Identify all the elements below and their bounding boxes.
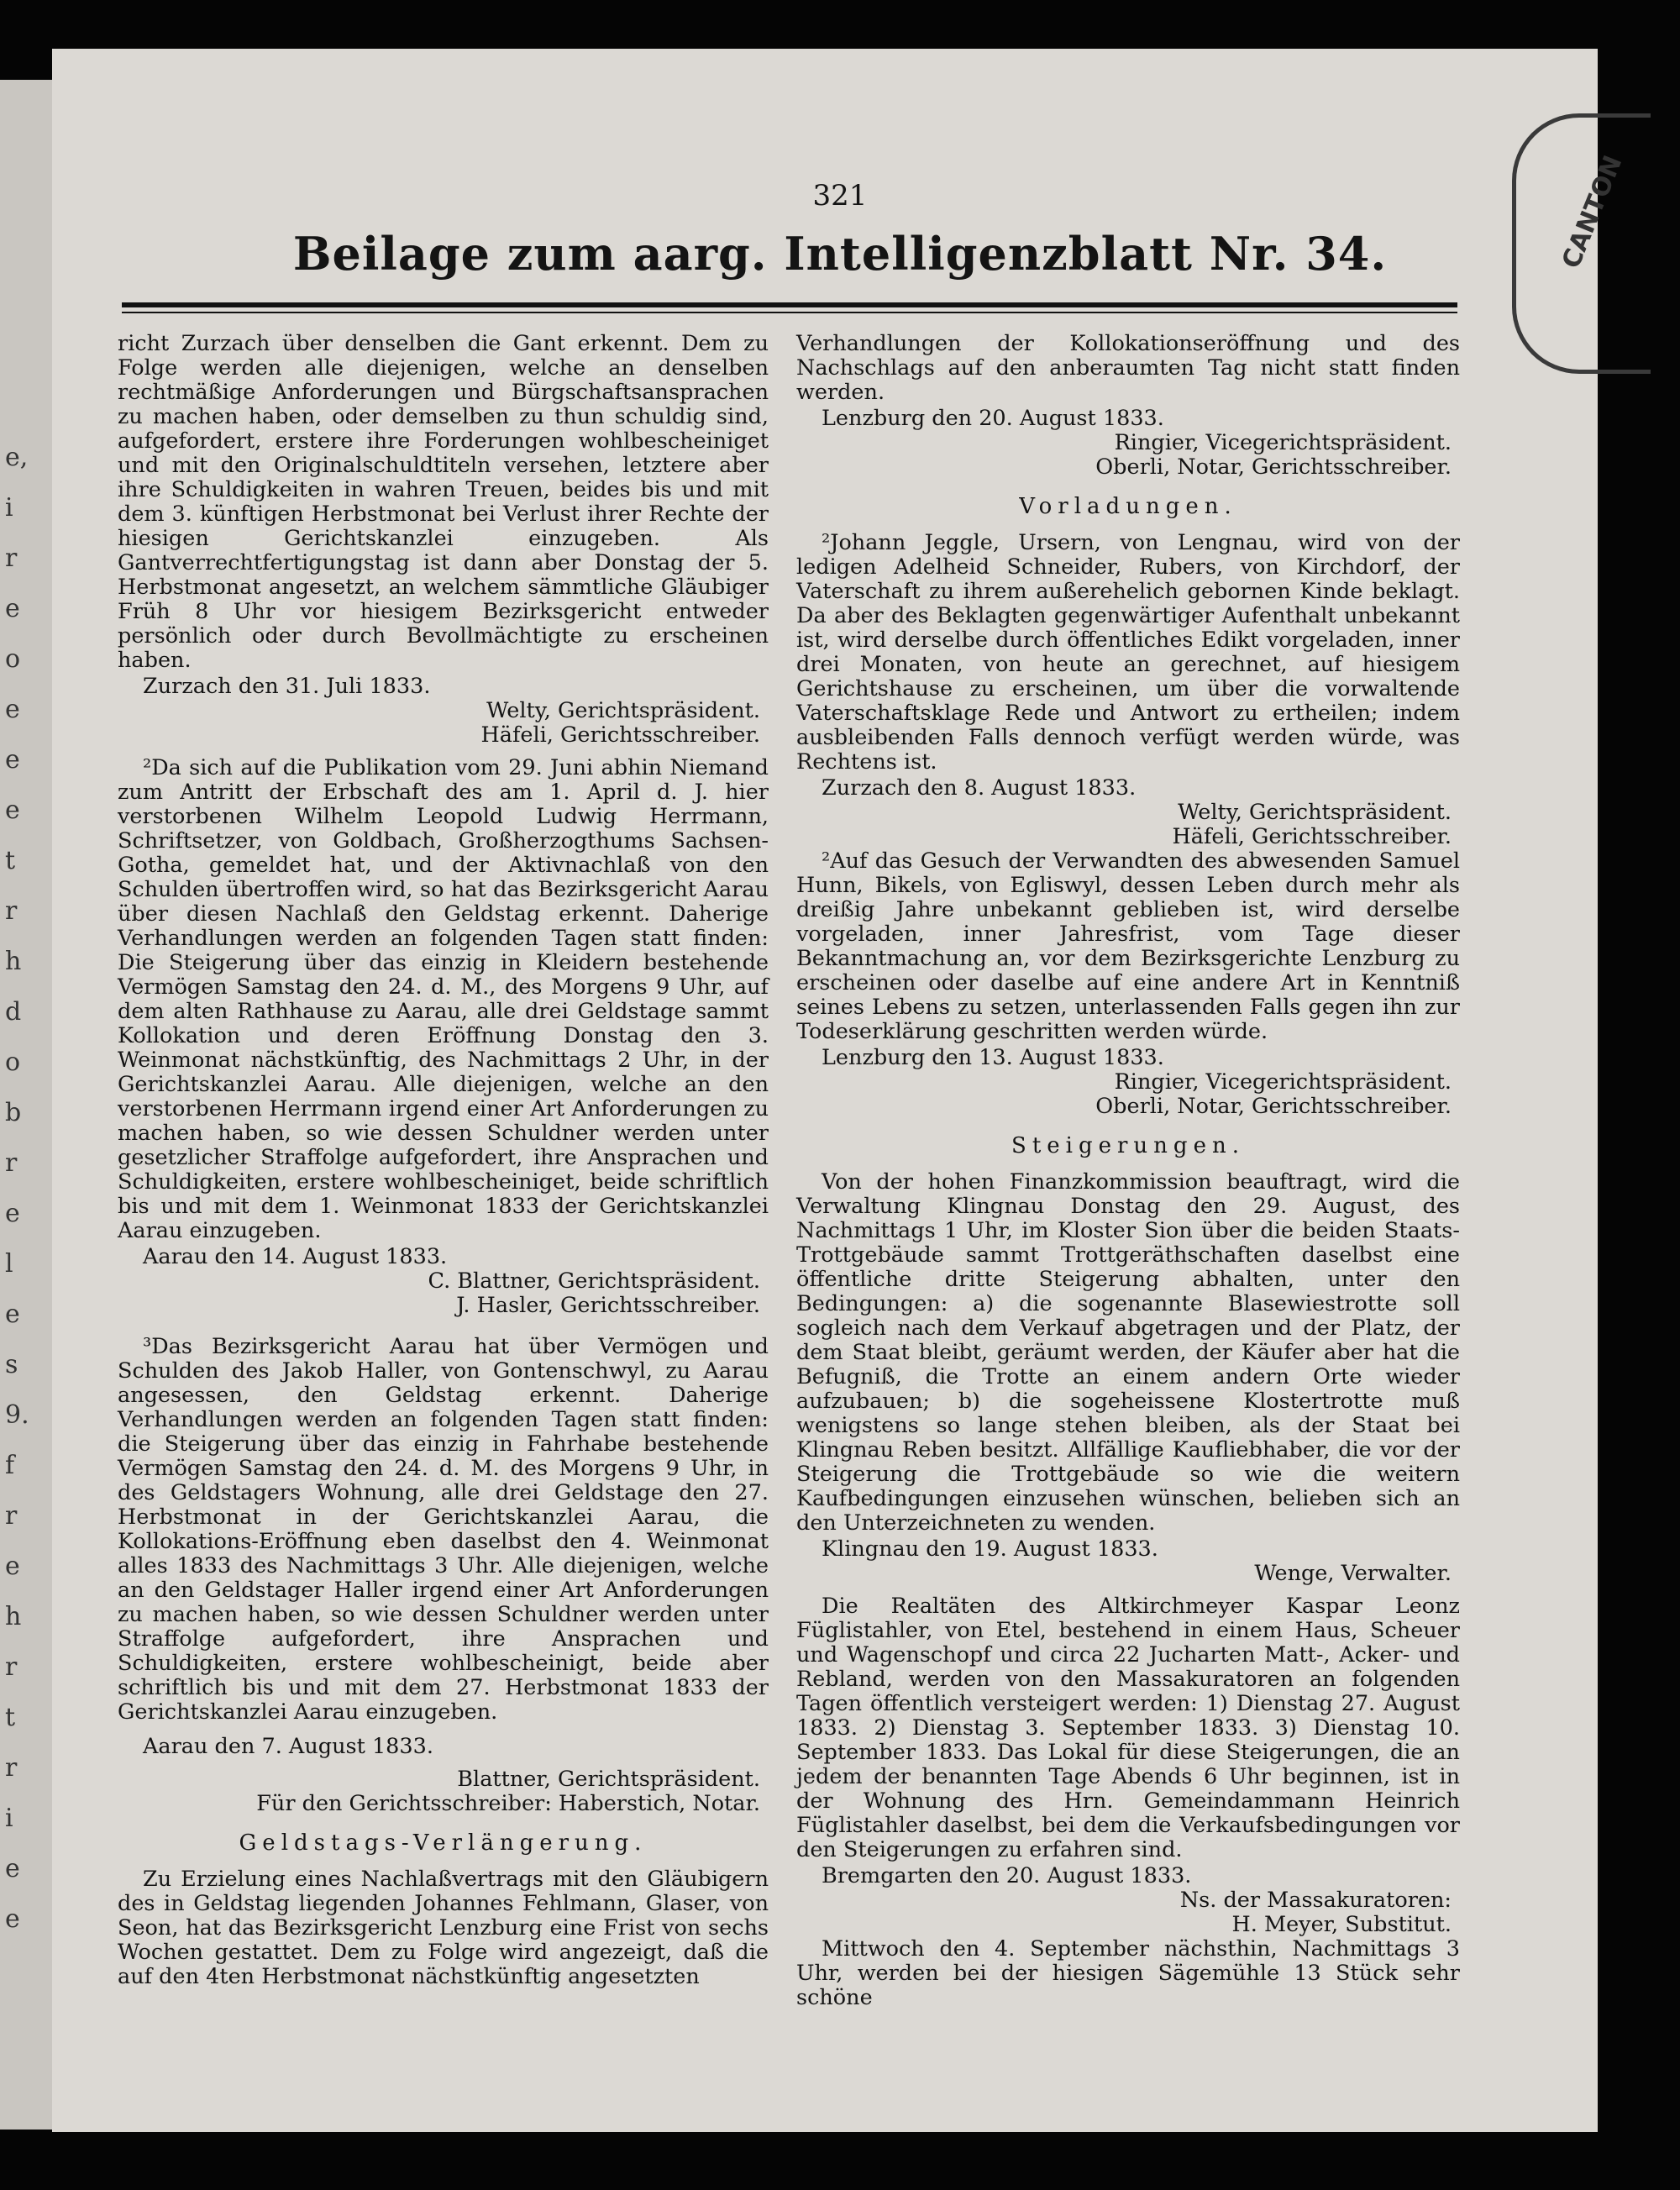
adjacent-page-letter: i	[5, 1804, 13, 1833]
adjacent-page-letter: t	[5, 1703, 16, 1732]
notice-jeggle: ²Johann Jeggle, Ursern, von Lengnau, wird von der ledigen Adelheid Schneider, Rubers, von Kirchdorf, der Vaterschaft zu ihrem außerehelich gebornen Kinde beklagt. Da aber des Beklagten gegenwärtiger Aufenthalt unbekannt ist, wird derselbe durch öffentliches Edikt vorgeladen, inner drei Monaten, von heute an gerechnet, auf hiesigem Gerichtshause zu erscheinen, um über die vorwaltende Vaterschaftsklage Rede und Antwort zu ertheilen; indem ausbleibenden Falls dennoch verfügt werden würde, was Rechtens ist.	[796, 530, 1460, 775]
adjacent-page-letter: l	[5, 1249, 13, 1279]
adjacent-page-letter: 9.	[5, 1400, 29, 1430]
adjacent-page-letter: d	[5, 997, 22, 1027]
adjacent-page-letter: s	[5, 1350, 18, 1379]
adjacent-page-letter: r	[5, 1652, 18, 1682]
signature: Für den Gerichtsschreiber: Haberstich, Notar.	[256, 1791, 760, 1816]
notice-date: Lenzburg den 13. August 1833.	[822, 1045, 1164, 1070]
section-heading: Vorladungen.	[1019, 494, 1237, 519]
signature: C. Blattner, Gerichtspräsident.	[428, 1268, 760, 1294]
adjacent-page-letter: t	[5, 846, 16, 875]
signature: Ns. der Massakuratoren:	[1179, 1888, 1452, 1913]
adjacent-page-letter: b	[5, 1098, 22, 1127]
notice-zurzach-gant: richt Zurzach über denselben die Gant erkennt. Dem zu Folge werden alle diejenigen, welche an denselben rechtmäßige Anforderungen und Bürgschaftsansprachen zu machen haben, oder demselben zu thun schuldig sind, aufgefordert, erstere ihre Forderungen wohlbescheiniget und mit den Originalschuldtiteln versehen, letztere aber ihre Schuldigkeiten in wahren Treuen, beides bis und mit dem 3. künftigen Herbstmonat bei Verlust ihrer Rechte der hiesigen Gerichtskanzlei einzugeben. Als Gantverrechtfertigungstag ist dann aber Donstag der 5. Herbstmonat angesetzt, an welchem sämmtliche Gläubiger Früh 8 Uhr vor hiesigem Bezirksgericht entweder persönlich oder durch Bevollmächtigte zu erscheinen haben.	[118, 331, 769, 673]
page-header: Beilage zum aarg. Intelligenzblatt Nr. 34.	[292, 227, 1388, 281]
notice-date: Aarau den 7. August 1833.	[143, 1734, 433, 1759]
adjacent-page-letter: e	[5, 745, 20, 775]
adjacent-page-letter: h	[5, 947, 22, 976]
adjacent-page-edge	[0, 80, 52, 2130]
adjacent-page-letter: r	[5, 1148, 18, 1178]
signature: Ringier, Vicegerichtspräsident.	[1114, 1069, 1452, 1095]
notice-hunn: ²Auf das Gesuch der Verwandten des abwesenden Samuel Hunn, Bikels, von Egliswyl, dessen Leben durch mehr als dreißig Jahre unbekannt geblieben ist, wird derselbe vorgeladen, inner Jahresfrist, vom Tage dieser Bekanntmachung an, vor dem Bezirksgerichte Lenzburg zu erscheinen oder daselbe auf eine andere Art in Kenntniß seines Lebens zu setzen, unterlassenden Falls gegen ihn zur Todeserklärung geschritten werden würde.	[796, 848, 1460, 1044]
adjacent-page-letter: r	[5, 896, 18, 926]
notice-date: Aarau den 14. August 1833.	[143, 1244, 448, 1269]
signature: Häfeli, Gerichtsschreiber.	[480, 722, 760, 748]
adjacent-page-letter: i	[5, 493, 13, 523]
notice-date: Zurzach den 31. Juli 1833.	[143, 674, 431, 699]
adjacent-page-letter: r	[5, 1753, 18, 1783]
signature: Oberli, Notar, Gerichtsschreiber.	[1095, 454, 1452, 480]
signature: Welty, Gerichtspräsident.	[1178, 800, 1452, 825]
left-column	[118, 332, 769, 1989]
notice-date: Bremgarten den 20. August 1833.	[822, 1863, 1192, 1888]
adjacent-page-letter: r	[5, 544, 18, 573]
stamp-text: CANTON	[1556, 151, 1629, 273]
header-rule-thin	[122, 312, 1457, 313]
notice-haller: ³Das Bezirksgericht Aarau hat über Vermögen und Schulden des Jakob Haller, von Gontenschwyl, zu Aarau angesessen, den Geldstag erkennt. Daherige Verhandlungen werden an folgenden Tagen statt finden: die Steigerung über das einzig in Fahrhabe bestehende Vermögen Samstag den 24. d. M. des Morgens 9 Uhr, in des Geldstagers Wohnung, alle drei Geldstage den 27. Herbstmonat in der Gerichtskanzlei Aarau, die Kollokations-Eröffnung eben daselbst den 4. Weinmonat alles 1833 des Nachmittags 3 Uhr. Alle diejenigen, welche an den Geldstager Haller irgend einer Art Anforderungen zu machen haben, so wie dessen Schuldner werden unter Straffolge aufgefordert, ihre Ansprachen und Schuldigkeiten, erstere wohlbescheinigt, beide aber schriftlich bis und mit dem 27. Herbstmonat 1833 der Gerichtskanzlei Aarau einzugeben.	[118, 1334, 769, 1725]
signature: Ringier, Vicegerichtspräsident.	[1114, 430, 1452, 455]
notice-date: Lenzburg den 20. August 1833.	[822, 406, 1164, 431]
signature: Wenge, Verwalter.	[1254, 1561, 1452, 1586]
header-rule	[122, 302, 1457, 307]
adjacent-page-letter: e	[5, 1552, 20, 1581]
notice-date: Klingnau den 19. August 1833.	[822, 1536, 1158, 1562]
adjacent-page-letter: e	[5, 1904, 20, 1934]
adjacent-page-letter: o	[5, 1048, 21, 1077]
notice-date: Zurzach den 8. August 1833.	[822, 775, 1137, 801]
notice-fueglistahler: Die Realtäten des Altkirchmeyer Kaspar Leonz Füglistahler, von Etel, bestehend in einem Haus, Scheuer und Wagenschopf und circa 22 Jucharten Matt-, Acker- und Rebland, werden von den Massakuratoren an folgenden Tagen öffentlich versteigert werden: 1) Dienstag 27. August 1833. 2) Dienstag 3. September 1833. 3) Dienstag 10. September 1833. Das Lokal für diese Steigerungen, die an jedem der benannten Tage Abends 6 Uhr beginnen, ist in der Wohnung des Hrn. Gemeindammann Heinrich Füglistahler daselbst, bei dem die Verkaufsbedingungen vor den Steigerungen zu erfahren sind.	[796, 1594, 1460, 1862]
notice-lenzburg-continued: Verhandlungen der Kollokationseröffnung und des Nachschlags auf den anberaumten Tag nicht statt finden werden.	[796, 331, 1460, 405]
notice-fehlmann: Zu Erzielung eines Nachlaßvertrags mit den Gläubigern des in Geldstag liegenden Johannes Fehlmann, Glaser, von Seon, hat das Bezirksgericht Lenzburg eine Frist von sechs Wochen gestattet. Dem zu Folge wird angezeigt, daß die auf den 4ten Herbstmonat nächstkünftig angesetzten	[118, 1867, 769, 1989]
adjacent-page-letter: r	[5, 1501, 18, 1531]
notice-klingnau: Von der hohen Finanzkommission beauftragt, wird die Verwaltung Klingnau Donstag den 29. August, des Nachmittags 1 Uhr, im Kloster Sion über die beiden Staats-Trottgebäude sammt Trottgeräthschaften daselbst eine öffentliche dritte Steigerung abhalten, unter den Bedingungen: a) die sogenannte Blasewiestrotte soll sogleich nach dem Verkauf abgetragen und der Platz, der dem Staat bleibt, geräumt werden, der Käufer aber hat die Befugniß, die Trotte an einem andern Orte wieder aufzubauen; b) die sogeheissene Klostertrotte muß wenigstens so lange stehen bleiben, als der Staat bei Klingnau Reben besitzt. Allfällige Kaufliebhaber, die vor der Steigerung die Trottgebäude so wie die weitern Kaufbedingungen einzusehen wünschen, belieben sich an den Unterzeichneten zu wenden.	[796, 1169, 1460, 1536]
adjacent-page-letter: f	[5, 1451, 15, 1480]
signature: Häfeli, Gerichtsschreiber.	[1172, 824, 1452, 849]
section-heading: Steigerungen.	[1011, 1133, 1245, 1158]
section-heading: Geldstags-Verlängerung.	[239, 1830, 648, 1856]
signature: J. Hasler, Gerichtsschreiber.	[456, 1293, 760, 1318]
adjacent-page-letter: e	[5, 1854, 20, 1883]
adjacent-page-letter: o	[5, 644, 21, 674]
signature: H. Meyer, Substitut.	[1231, 1912, 1452, 1937]
signature: Blattner, Gerichtspräsident.	[457, 1767, 760, 1792]
adjacent-page-letter: e	[5, 594, 20, 623]
notice-herrmann: ²Da sich auf die Publikation vom 29. Juni abhin Niemand zum Antritt der Erbschaft des am 1. April d. J. hier verstorbenen Wilhelm Leopold Ludwig Herrmann, Schriftsetzer, von Goldbach, Großherzogthums Sachsen-Gotha, gemeldet hat, und der Aktivnachlaß von den Schulden übertroffen wird, so hat das Bezirksgericht Aarau über diesen Nachlaß den Geldstag erkennt. Daherige Verhandlungen werden an folgenden Tagen statt finden: Die Steigerung über das einzig in Kleidern bestehende Vermögen Samstag den 24. d. M., des Morgens 9 Uhr, auf dem alten Rathhause zu Aarau, alle drei Geldstage sammt Kollokation und deren Eröffnung Donstag den 3. Weinmonat nächstkünftig, des Nachmittags 2 Uhr, in der Gerichtskanzlei Aarau. Alle diejenigen, welche an den verstorbenen Herrmann irgend einer Art Anforderungen zu machen haben, so wie dessen Schuldner werden unter gesetzlicher Straffolge aufgefordert, ihre Ansprachen und Schuldigkeiten, erstere wohlbescheiniget, beide schriftlich bis und mit dem 1. Weinmonat 1833 der Gerichtskanzlei Aarau einzugeben.	[118, 755, 769, 1243]
page-number: 321	[812, 179, 868, 213]
adjacent-page-letter: e	[5, 1300, 20, 1329]
notice-saegemuehle: Mittwoch den 4. September nächsthin, Nachmittags 3 Uhr, werden bei der hiesigen Sägemühle 13 Stück sehr schöne	[796, 1936, 1460, 2010]
signature: Oberli, Notar, Gerichtsschreiber.	[1095, 1094, 1452, 1119]
adjacent-page-letter: e,	[5, 443, 29, 472]
adjacent-page-letter: e	[5, 1199, 20, 1228]
adjacent-page-letter: e	[5, 695, 20, 724]
adjacent-page-letter: h	[5, 1602, 22, 1631]
adjacent-page-letter: e	[5, 796, 20, 825]
adjacent-page-letters	[5, 433, 39, 1945]
signature: Welty, Gerichtspräsident.	[486, 698, 760, 723]
right-column	[796, 332, 1460, 2010]
